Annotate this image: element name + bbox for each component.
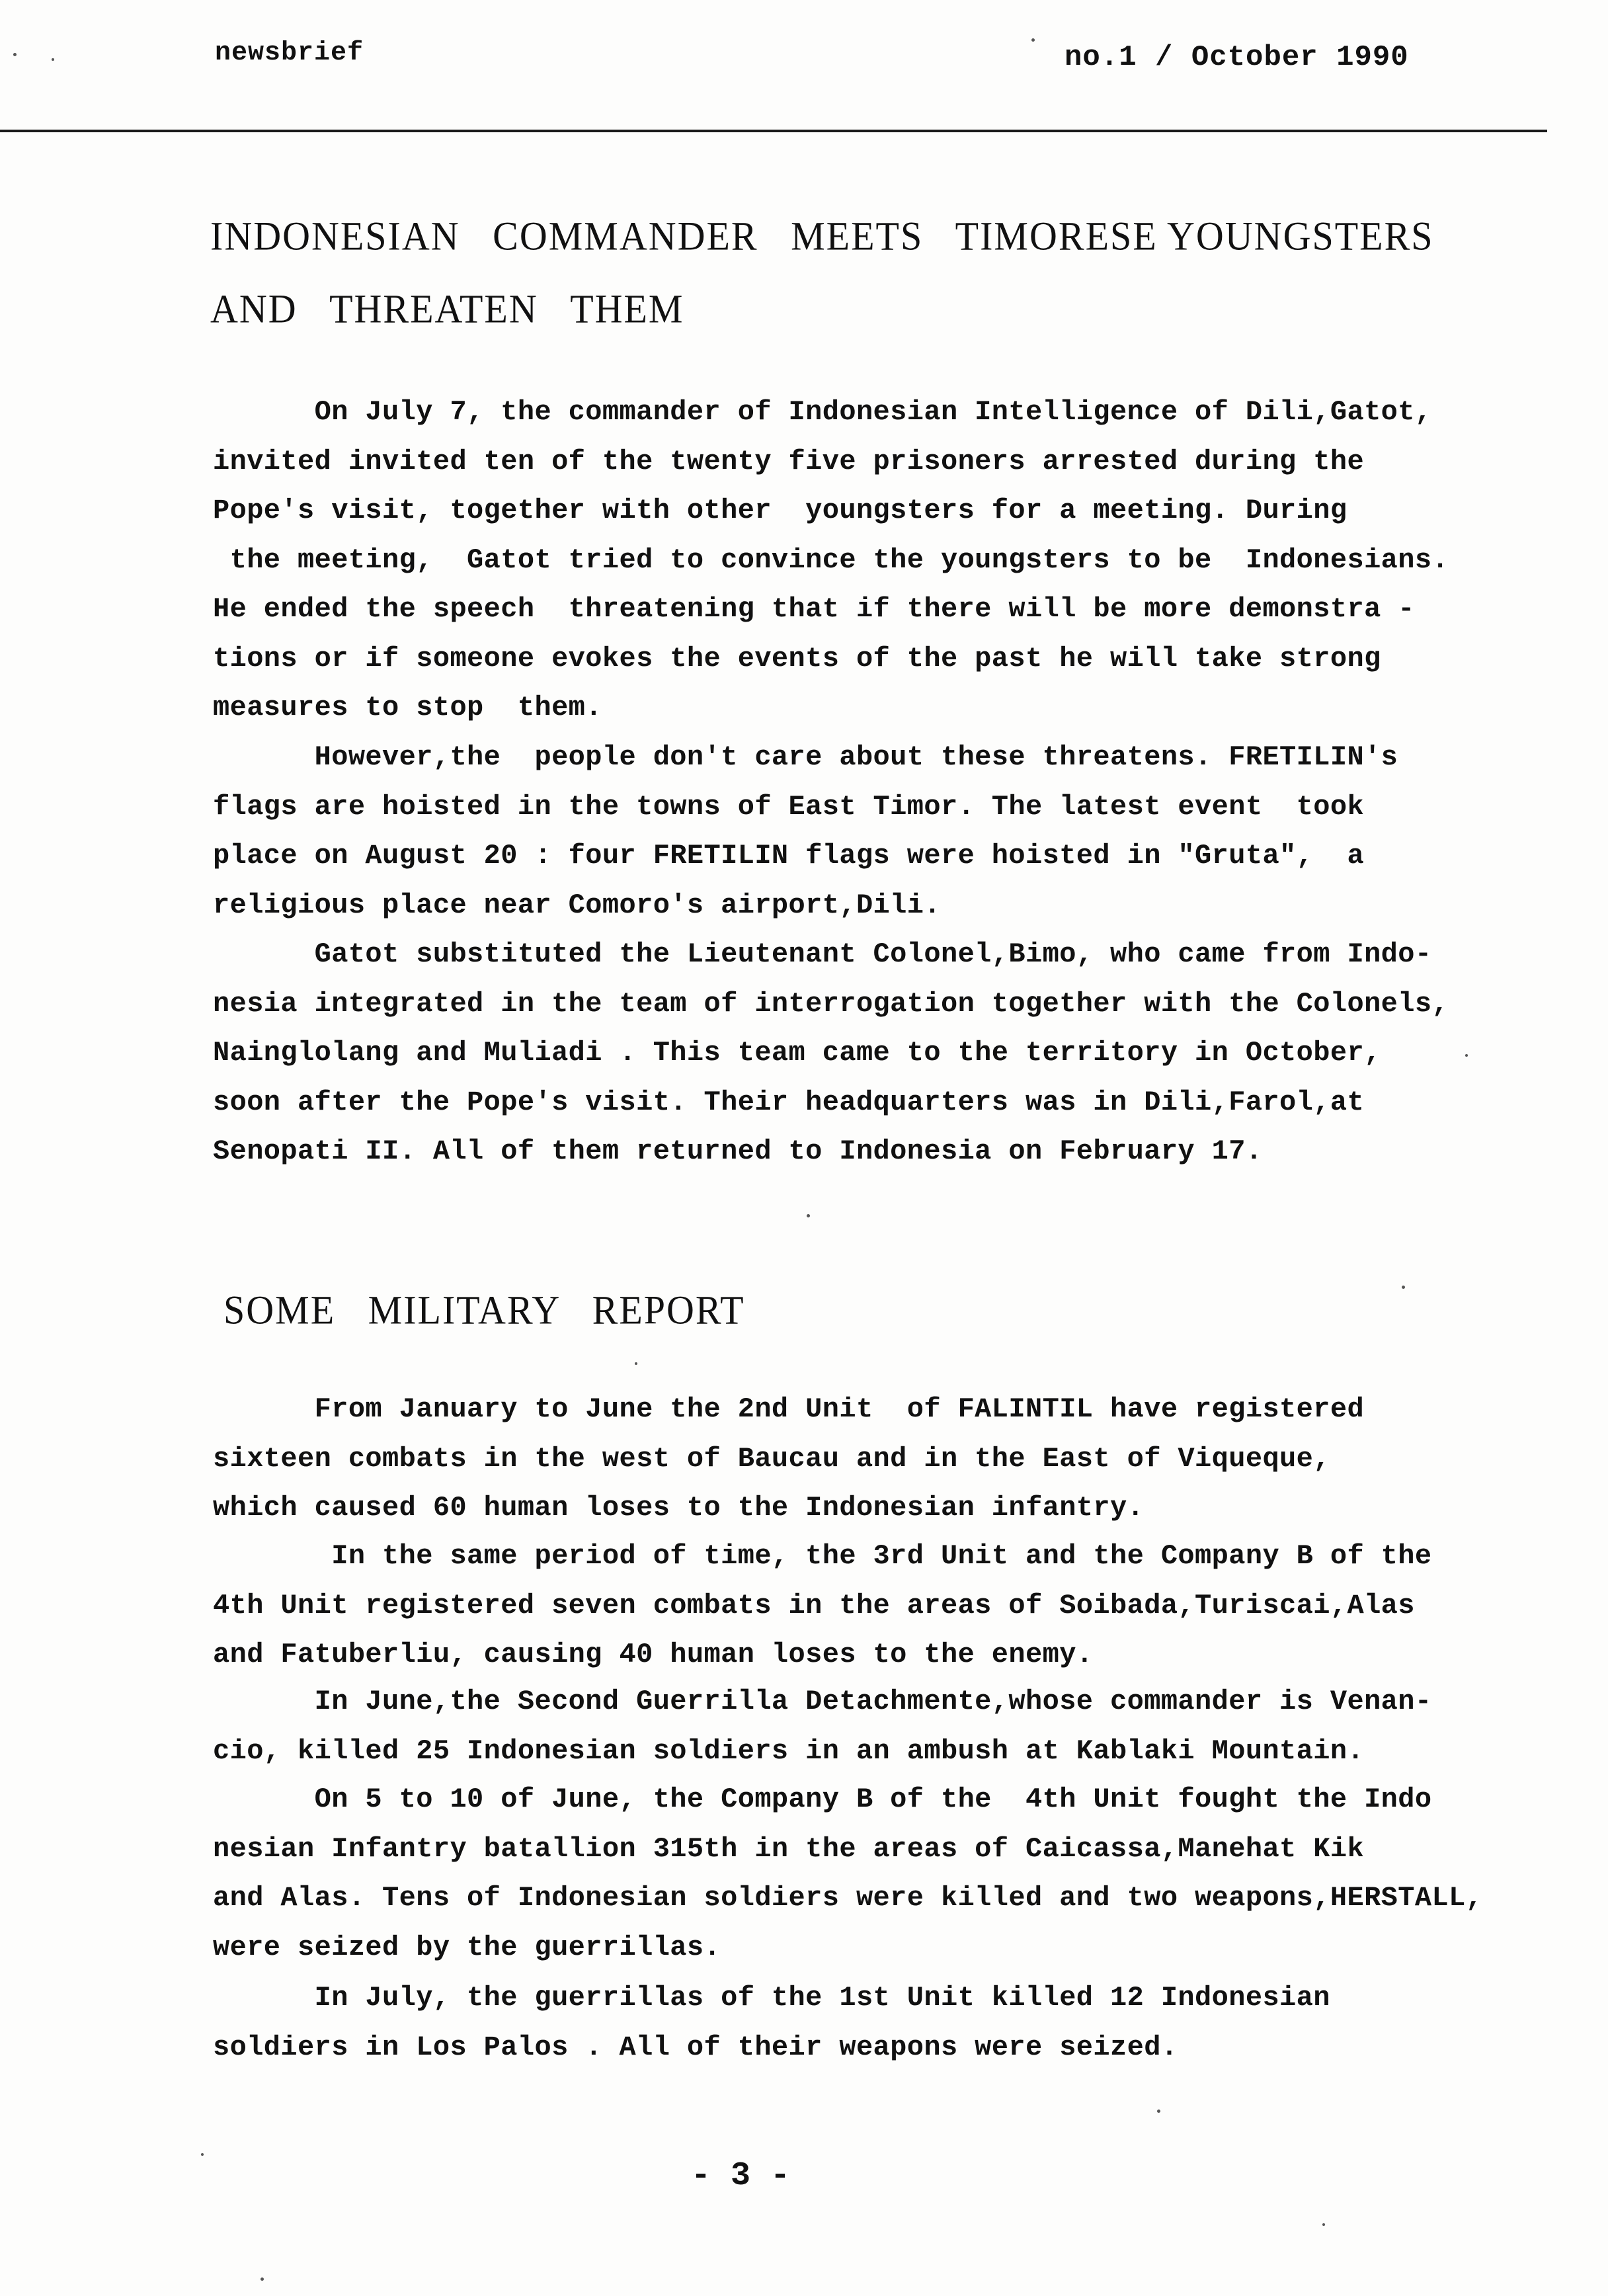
article2-paragraph: On 5 to 10 of June, the Company B of the 4th Unit fought the Indo nesian Infantry batallion 315th in the areas of Caicassa,Manehat Kik and Alas. Tens of Indonesian soldiers were killed and two weapons,HERSTALL, were seized by the guerrillas.: [213, 1784, 1483, 1963]
scan-speck: [1402, 1286, 1405, 1289]
scan-speck: [807, 1214, 810, 1217]
issue-date: no.1 / October 1990: [1065, 41, 1409, 74]
scan-speck: [1322, 2223, 1325, 2226]
article2-headline: SOME MILITARY REPORT: [223, 1288, 745, 1333]
article1-headline-line2: AND THREATEN THEM: [210, 286, 684, 332]
scan-speck: [1465, 1054, 1468, 1057]
scan-speck: [1157, 2110, 1160, 2113]
article1-headline-line1: INDONESIAN COMMANDER MEETS TIMORESE YOUNGSTERS: [210, 214, 1434, 259]
header-divider: [0, 130, 1547, 132]
scan-speck: [261, 2277, 264, 2281]
article1-paragraph: On July 7, the commander of Indonesian Intelligence of Dili,Gatot, invited invited ten of the twenty five prisoners arrested during the Pope's visit, together with other youngsters for a meeting. During the meeting, Gatot tried to convince the youngsters to be Indonesians. He ended the speech threatening that if there will be more demonstra - tions or if someone evokes the events of the past he will take strong measures to stop them.: [213, 396, 1449, 723]
scan-speck: [1031, 38, 1035, 42]
scan-speck: [52, 58, 54, 61]
scan-speck: [635, 1362, 637, 1365]
scan-speck: [13, 53, 17, 56]
publication-name: newsbrief: [215, 38, 364, 68]
article2-paragraph: From January to June the 2nd Unit of FALINTIL have registered sixteen combats in the west of Baucau and in the East of Viqueque, which caused 60 human loses to the Indonesian infantry.: [213, 1393, 1365, 1524]
scan-speck: [201, 2153, 204, 2156]
article2-paragraph: In the same period of time, the 3rd Unit and the Company B of the 4th Unit registered seven combats in the areas of Soibada,Turiscai,Alas and Fatuberliu, causing 40 human loses to the enemy.: [213, 1540, 1432, 1670]
page-number: - 3 -: [690, 2157, 791, 2195]
article2-paragraph: In July, the guerrillas of the 1st Unit killed 12 Indonesian soldiers in Los Palos . All of their weapons were seized.: [213, 1982, 1330, 2063]
article2-paragraph: In June,the Second Guerrilla Detachmente,whose commander is Venan- cio, killed 25 Indonesian soldiers in an ambush at Kablaki Mountain.: [213, 1686, 1432, 1767]
article1-paragraph: Gatot substituted the Lieutenant Colonel,Bimo, who came from Indo- nesia integrated in the team of interrogation together with the Colonels, Nainglolang and Muliadi . This team came to the territory in October, soon after the Pope's visit. Their headquarters was in Dili,Farol,at Senopati II. All of them returned to Indonesia on February 17.: [213, 938, 1449, 1167]
article1-paragraph: However,the people don't care about these threatens. FRETILIN's flags are hoisted in the towns of East Timor. The latest event took place on August 20 : four FRETILIN flags were hoisted in "Gruta", a religious place near Comoro's airport,Dili.: [213, 741, 1398, 921]
